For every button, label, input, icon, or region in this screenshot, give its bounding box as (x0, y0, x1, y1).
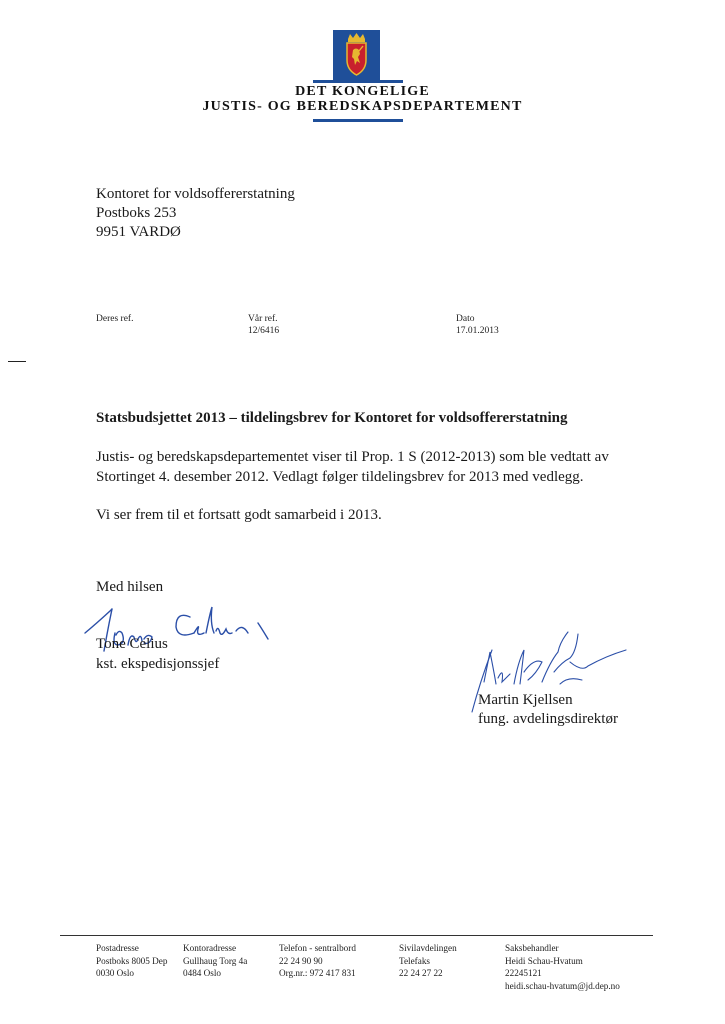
signer-1-title: kst. ekspedisjonssjef (96, 656, 220, 672)
footer-postadresse-line2: 0030 Oslo (96, 968, 135, 978)
footer-saksbehandler-email[interactable]: heidi.schau-hvatum@jd.dep.no (505, 980, 620, 991)
var-ref-value: 12/6416 (248, 326, 280, 336)
footer-saksbehandler (505, 942, 620, 992)
letter-subject: Statsbudsjettet 2013 – tildelingsbrev for Kontoret for voldsoffererstatning (96, 410, 568, 426)
footer-telefon-label: Telefon - sentralbord (279, 943, 356, 953)
paragraph-1-line-2: Stortinget 4. desember 2012. Vedlagt følger tildelingsbrev for 2013 med vedlegg. (96, 469, 584, 485)
paragraph-2: Vi ser frem til et fortsatt godt samarbeid i 2013. (96, 507, 382, 523)
footer-telefon-line2: Org.nr.: 972 417 831 (279, 968, 356, 978)
recipient-name: Kontoret for voldsoffererstatning (96, 186, 295, 202)
footer-telefon-line1: 22 24 90 90 (279, 955, 323, 966)
footer-postadresse-label: Postadresse (96, 943, 139, 953)
coat-of-arms-logo (333, 30, 380, 80)
footer-postadresse (96, 942, 167, 980)
signer-2-title: fung. avdelingsdirektør (478, 711, 618, 727)
footer-postadresse-line1: Postboks 8005 Dep (96, 955, 168, 966)
footer-saksbehandler-line1: Heidi Schau-Hvatum (505, 955, 583, 966)
footer-sivilavdelingen-line1: Telefaks (399, 955, 430, 966)
footer-kontoradresse-line1: Gullhaug Torg 4a (183, 955, 248, 966)
footer-kontoradresse (183, 942, 247, 980)
footer-kontoradresse-line2: 0484 Oslo (183, 968, 222, 978)
paragraph-1-line-1: Justis- og beredskapsdepartementet viser til Prop. 1 S (2012-2013) som ble vedtatt av (96, 449, 609, 465)
deres-ref-label: Deres ref. (96, 314, 134, 324)
department-line-1: DET KONGELIGE (295, 84, 430, 99)
footer-kontoradresse-label: Kontoradresse (183, 943, 237, 953)
footer-saksbehandler-line2: 22245121 (505, 968, 542, 978)
department-line-2: JUSTIS- OG BEREDSKAPSDEPARTEMENT (202, 99, 523, 114)
header-rule-top (313, 80, 403, 83)
dato-value: 17.01.2013 (456, 326, 499, 336)
signer-2-name: Martin Kjellsen (478, 692, 573, 708)
signer-1-name: Tone Celius (96, 636, 168, 652)
var-ref-label: Vår ref. (248, 314, 278, 324)
dato-label: Dato (456, 314, 475, 324)
recipient-postbox: Postboks 253 (96, 205, 177, 221)
footer-telefon (279, 942, 356, 980)
footer-sivilavdelingen (399, 942, 457, 980)
footer-saksbehandler-label: Saksbehandler (505, 943, 559, 953)
footer-rule (60, 935, 653, 936)
footer-sivilavdelingen-line2: 22 24 27 22 (399, 968, 443, 978)
recipient-postcode-city: 9951 VARDØ (96, 224, 181, 240)
footer-sivilavdelingen-label: Sivilavdelingen (399, 943, 457, 953)
header-rule-bottom (313, 119, 403, 122)
fold-mark (8, 361, 26, 362)
closing-greeting: Med hilsen (96, 579, 164, 595)
